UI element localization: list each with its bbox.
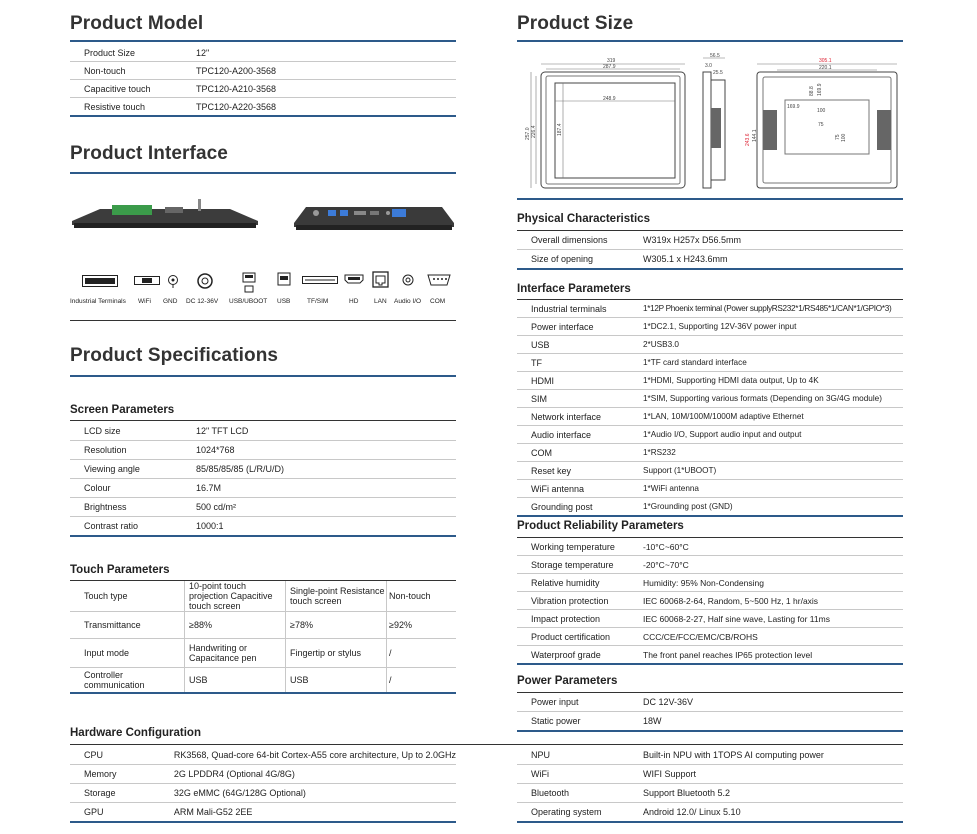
row-value: Humidity: 95% Non-Condensing: [631, 574, 903, 592]
table-row: [517, 628, 903, 646]
port-label: USB: [277, 298, 291, 305]
dim-label: 226.4: [531, 125, 537, 138]
divider: [70, 420, 456, 421]
table-row: [517, 250, 903, 270]
row-value: 10-point touch projection Capacitive touch screen: [185, 581, 286, 612]
hdmi-icon: [344, 274, 364, 284]
row-value: 12": [184, 44, 456, 62]
row-label: Grounding post: [517, 498, 631, 517]
table-row: [70, 803, 456, 823]
row-label: Controller communication: [70, 668, 185, 694]
dim-label: 100: [841, 133, 847, 142]
row-label: Reset key: [517, 462, 631, 480]
row-label: Waterproof grade: [517, 646, 631, 665]
row-label: Storage: [70, 784, 162, 803]
row-value: ≥88%: [185, 612, 286, 639]
table-row: [517, 354, 903, 372]
row-value: 32G eMMC (64G/128G Optional): [162, 784, 456, 803]
tf-sim-icon: [302, 276, 338, 284]
divider: [70, 40, 456, 42]
row-label: Working temperature: [517, 538, 631, 556]
dc-power-icon: [197, 273, 213, 289]
row-value: DC 12V-36V: [631, 693, 903, 712]
row-label: Power input: [517, 693, 631, 712]
table-row: [517, 480, 903, 498]
row-value: USB: [286, 668, 387, 694]
table-row: [517, 462, 903, 480]
row-value: Support (1*UBOOT): [631, 462, 903, 480]
interface-parameters-table: [517, 300, 903, 517]
row-value: ≥78%: [286, 612, 387, 639]
row-value: -10°C~60°C: [631, 538, 903, 556]
touch-parameters-table: [70, 581, 456, 694]
hardware-configuration-title: Hardware Configuration: [70, 727, 201, 739]
table-row: [517, 336, 903, 354]
row-value: 1*SIM, Supporting various formats (Depending on 3G/4G module): [631, 390, 903, 408]
row-value: TPC120-A210-3568: [184, 80, 456, 98]
product-interface-title: Product Interface: [70, 143, 228, 164]
port-label: Industrial Terminals: [70, 298, 126, 305]
product-model-table: [70, 44, 456, 117]
product-size-title: Product Size: [517, 13, 634, 34]
device-left-photo: [72, 199, 258, 228]
row-value: 1*RS232: [631, 444, 903, 462]
row-label: Bluetooth: [517, 784, 631, 803]
row-value: WIFI Support: [631, 765, 903, 784]
port-icon-row: [70, 268, 456, 313]
dim-label: 248.9: [603, 96, 616, 102]
row-value: 1*Grounding post (GND): [631, 498, 903, 517]
com-port-icon: [426, 274, 452, 286]
row-label: Colour: [70, 479, 184, 498]
table-row: [70, 62, 456, 80]
row-label: CPU: [70, 746, 162, 765]
dim-label: 75: [818, 122, 824, 128]
row-value: TPC120-A200-3568: [184, 62, 456, 80]
dim-label: 144.1: [752, 129, 758, 142]
screen-parameters-title: Screen Parameters: [70, 404, 175, 416]
divider: [517, 198, 903, 200]
table-row: [70, 460, 456, 479]
gnd-icon: [167, 274, 179, 288]
hardware-right-table: [517, 746, 903, 823]
row-value: 1*WiFi antenna: [631, 480, 903, 498]
row-label: SIM: [517, 390, 631, 408]
usb-uboot-icon: [242, 272, 256, 294]
row-value: 18W: [631, 712, 903, 732]
row-value: Fingertip or stylus: [286, 639, 387, 668]
table-row: [517, 592, 903, 610]
table-row: [70, 98, 456, 117]
row-label: LCD size: [70, 422, 184, 441]
product-specifications-title: Product Specifications: [70, 345, 279, 366]
row-label: USB: [517, 336, 631, 354]
port-label: WiFi: [138, 298, 151, 305]
row-label: Input mode: [70, 639, 185, 668]
port-label: DC 12-36V: [186, 298, 219, 305]
row-label: HDMI: [517, 372, 631, 390]
row-value: RK3568, Quad-core 64-bit Cortex-A55 core architecture, Up to 2.0GHz: [162, 746, 456, 765]
row-value: ≥92%: [387, 612, 457, 639]
port-label: HD: [349, 298, 359, 305]
dim-label: 305.1: [819, 58, 832, 64]
dim-label: 100: [817, 108, 826, 114]
table-row: [70, 44, 456, 62]
dim-label: 287.9: [603, 64, 616, 70]
row-label: Product certification: [517, 628, 631, 646]
row-value: IEC 60068-2-27, Half sine wave, Lasting for 11ms: [631, 610, 903, 628]
table-row: [517, 646, 903, 665]
dim-label: 257.0: [525, 127, 531, 140]
port-label: LAN: [374, 298, 387, 305]
row-label: Relative humidity: [517, 574, 631, 592]
table-row: [517, 556, 903, 574]
row-value: Android 12.0/ Linux 5.10: [631, 803, 903, 823]
table-row: [517, 444, 903, 462]
dim-label: 319: [607, 58, 616, 64]
table-row: [517, 574, 903, 592]
row-value: CCC/CE/FCC/EMC/CB/ROHS: [631, 628, 903, 646]
dim-label: 169.9: [787, 104, 800, 110]
dim-label: 25.5: [713, 70, 723, 76]
divider: [70, 375, 456, 377]
row-label: GPU: [70, 803, 162, 823]
dim-label: 56.5: [710, 53, 720, 59]
row-value: USB: [185, 668, 286, 694]
dim-label: 75: [835, 134, 841, 140]
row-label: NPU: [517, 746, 631, 765]
table-row: [70, 422, 456, 441]
table-row: [517, 426, 903, 444]
reliability-parameters-table: [517, 538, 903, 665]
row-value: W319x H257x D56.5mm: [631, 231, 903, 250]
row-value: 12" TFT LCD: [184, 422, 456, 441]
row-label: Resistive touch: [70, 98, 184, 117]
front-view-drawing: [525, 58, 685, 188]
row-label: COM: [517, 444, 631, 462]
table-row: [70, 517, 456, 537]
row-value: 16.7M: [184, 479, 456, 498]
row-value: TPC120-A220-3568: [184, 98, 456, 117]
row-label: Transmittance: [70, 612, 185, 639]
device-interface-photos: [70, 195, 456, 235]
row-label: Static power: [517, 712, 631, 732]
power-parameters-title: Power Parameters: [517, 675, 618, 687]
physical-characteristics-table: [517, 231, 903, 270]
divider: [70, 320, 456, 321]
row-label: Capacitive touch: [70, 80, 184, 98]
row-label: Non-touch: [70, 62, 184, 80]
row-label: Operating system: [517, 803, 631, 823]
row-value: 85/85/85/85 (L/R/U/D): [184, 460, 456, 479]
lan-icon: [372, 271, 389, 288]
row-label: Contrast ratio: [70, 517, 184, 537]
row-value: /: [387, 639, 457, 668]
table-row: [70, 581, 456, 612]
row-label: Storage temperature: [517, 556, 631, 574]
interface-parameters-title: Interface Parameters: [517, 283, 631, 295]
device-right-photo: [294, 207, 454, 230]
row-label: Memory: [70, 765, 162, 784]
row-value: Non-touch: [387, 581, 457, 612]
dim-label: 243.6: [745, 133, 751, 146]
dimension-drawings: [517, 50, 903, 198]
table-row: [517, 538, 903, 556]
row-value: 1*HDMI, Supporting HDMI data output, Up to 4K: [631, 372, 903, 390]
table-row: [70, 441, 456, 460]
row-value: IEC 60068-2-64, Random, 5~500 Hz, 1 hr/axis: [631, 592, 903, 610]
divider: [70, 172, 456, 174]
row-label: Size of opening: [517, 250, 631, 270]
row-value: 1*LAN, 10M/100M/1000M adaptive Ethernet: [631, 408, 903, 426]
row-label: Audio interface: [517, 426, 631, 444]
table-row: [70, 498, 456, 517]
row-value: ARM Mali-G52 2EE: [162, 803, 456, 823]
table-row: [517, 765, 903, 784]
table-row: [517, 231, 903, 250]
side-view-drawing: [703, 53, 725, 188]
port-label: GND: [163, 298, 178, 305]
table-row: [70, 784, 456, 803]
row-label: WiFi antenna: [517, 480, 631, 498]
row-value: 1*DC2.1, Supporting 12V-36V power input: [631, 318, 903, 336]
row-label: Overall dimensions: [517, 231, 631, 250]
dim-label: 88.8: [809, 86, 815, 96]
row-label: Viewing angle: [70, 460, 184, 479]
row-value: Single-point Resistance touch screen: [286, 581, 387, 612]
table-row: [517, 300, 903, 318]
table-row: [517, 610, 903, 628]
row-label: Vibration protection: [517, 592, 631, 610]
row-label: Brightness: [70, 498, 184, 517]
row-value: /: [387, 668, 457, 694]
port-label: USB/UBOOT: [229, 298, 268, 305]
row-value: 1024*768: [184, 441, 456, 460]
table-row: [517, 784, 903, 803]
table-row: [70, 80, 456, 98]
row-value: The front panel reaches IP65 protection level: [631, 646, 903, 665]
row-label: Resolution: [70, 441, 184, 460]
industrial-terminal-icon: [82, 275, 118, 287]
usb-icon: [277, 272, 291, 286]
table-row: [517, 390, 903, 408]
table-row: [70, 668, 456, 694]
reliability-parameters-title: Product Reliability Parameters: [517, 520, 684, 532]
row-label: WiFi: [517, 765, 631, 784]
table-row: [70, 612, 456, 639]
touch-parameters-title: Touch Parameters: [70, 564, 170, 576]
row-label: Product Size: [70, 44, 184, 62]
power-parameters-table: [517, 693, 903, 732]
audio-io-icon: [402, 274, 414, 286]
row-value: Support Bluetooth 5.2: [631, 784, 903, 803]
row-value: 1000:1: [184, 517, 456, 537]
table-row: [70, 765, 456, 784]
port-label: Audio I/O: [394, 298, 422, 305]
row-value: 1*Audio I/O, Support audio input and output: [631, 426, 903, 444]
table-row: [70, 479, 456, 498]
product-model-title: Product Model: [70, 13, 204, 34]
table-row: [517, 408, 903, 426]
row-value: Handwriting or Capacitance pen: [185, 639, 286, 668]
port-label: COM: [430, 298, 446, 305]
row-value: Built-in NPU with 1TOPS AI computing power: [631, 746, 903, 765]
dim-label: 187.4: [557, 123, 563, 136]
table-row: [517, 372, 903, 390]
row-label: Impact protection: [517, 610, 631, 628]
row-value: 1*TF card standard interface: [631, 354, 903, 372]
row-value: 1*12P Phoenix terminal (Power supplyRS232*1/RS485*1/CAN*1/GPIO*3): [631, 300, 903, 318]
row-label: Network interface: [517, 408, 631, 426]
table-row: [517, 712, 903, 732]
row-value: 500 cd/m²: [184, 498, 456, 517]
physical-characteristics-title: Physical Characteristics: [517, 213, 650, 225]
dim-label: 169.9: [817, 83, 823, 96]
row-label: TF: [517, 354, 631, 372]
divider: [517, 40, 903, 42]
port-label: TF/SIM: [307, 298, 329, 305]
table-row: [517, 803, 903, 823]
wifi-antenna-icon: [134, 276, 160, 285]
row-value: W305.1 x H243.6mm: [631, 250, 903, 270]
screen-parameters-table: [70, 422, 456, 537]
row-label: Power interface: [517, 318, 631, 336]
table-row: [517, 693, 903, 712]
row-label: Industrial terminals: [517, 300, 631, 318]
dim-label: 220.1: [819, 65, 832, 71]
row-value: -20°C~70°C: [631, 556, 903, 574]
row-label: Touch type: [70, 581, 185, 612]
row-value: 2*USB3.0: [631, 336, 903, 354]
table-row: [517, 318, 903, 336]
divider: [70, 744, 903, 745]
table-row: [70, 639, 456, 668]
table-row: [517, 498, 903, 517]
dim-label: 3.0: [705, 63, 712, 69]
table-row: [70, 746, 456, 765]
table-row: [517, 746, 903, 765]
rear-view-drawing: [745, 58, 897, 188]
row-value: 2G LPDDR4 (Optional 4G/8G): [162, 765, 456, 784]
hardware-left-table: [70, 746, 456, 823]
